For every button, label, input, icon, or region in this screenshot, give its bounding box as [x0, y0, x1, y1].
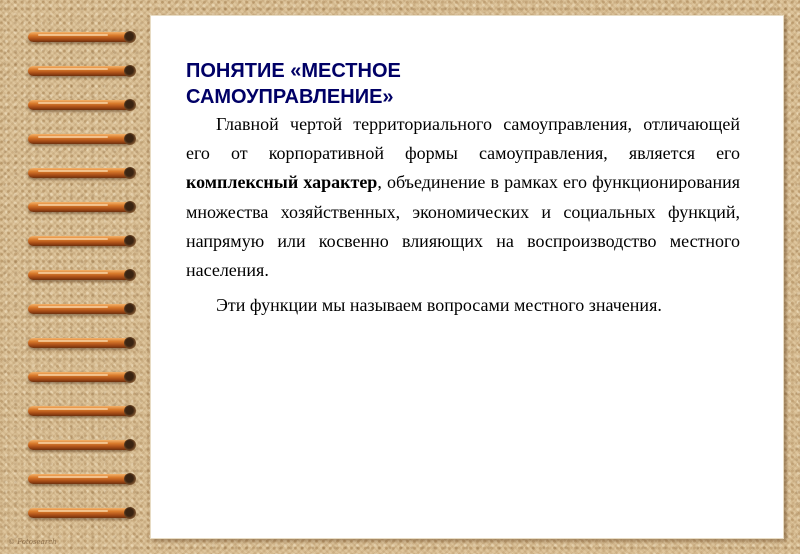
binder-ring — [28, 336, 140, 350]
binder-ring — [28, 166, 140, 180]
paragraph-1-text-start: Главной чертой территориального самоуправления, отличающей его от корпоративной формы самоуправления, является его — [186, 114, 740, 164]
title-line-1: ПОНЯТИЕ «МЕСТНОЕ — [186, 60, 401, 82]
binder-ring — [28, 268, 140, 282]
binder-ring — [28, 370, 140, 384]
body-paragraph-2: Эти функции мы называем вопросами местного значения. — [216, 295, 662, 316]
slide-title — [186, 58, 740, 110]
binder-ring — [28, 132, 140, 146]
binder-ring — [28, 404, 140, 418]
emphasis-complex-character: комплексный характер — [186, 172, 378, 193]
watermark-signature: © Fotosearch — [8, 538, 57, 546]
slide-content — [186, 58, 740, 320]
paragraph-1-text-end: , объединение в рамках его функционирования множества хозяйственных, экономических и социальных функций, напрямую или косвенно влияющих на воспроизводство местного населения. — [186, 172, 740, 281]
title-line-2: САМОУПРАВЛЕНИЕ» — [186, 86, 394, 108]
binder-ring — [28, 64, 140, 78]
binder-ring — [28, 506, 140, 520]
binder-ring — [28, 438, 140, 452]
binder-ring — [28, 472, 140, 486]
binder-ring — [28, 234, 140, 248]
binder-rings — [0, 0, 150, 554]
binder-ring — [28, 30, 140, 44]
binder-ring — [28, 302, 140, 316]
binder-ring — [28, 98, 140, 112]
body-paragraph-1 — [186, 110, 740, 285]
binder-ring — [28, 200, 140, 214]
